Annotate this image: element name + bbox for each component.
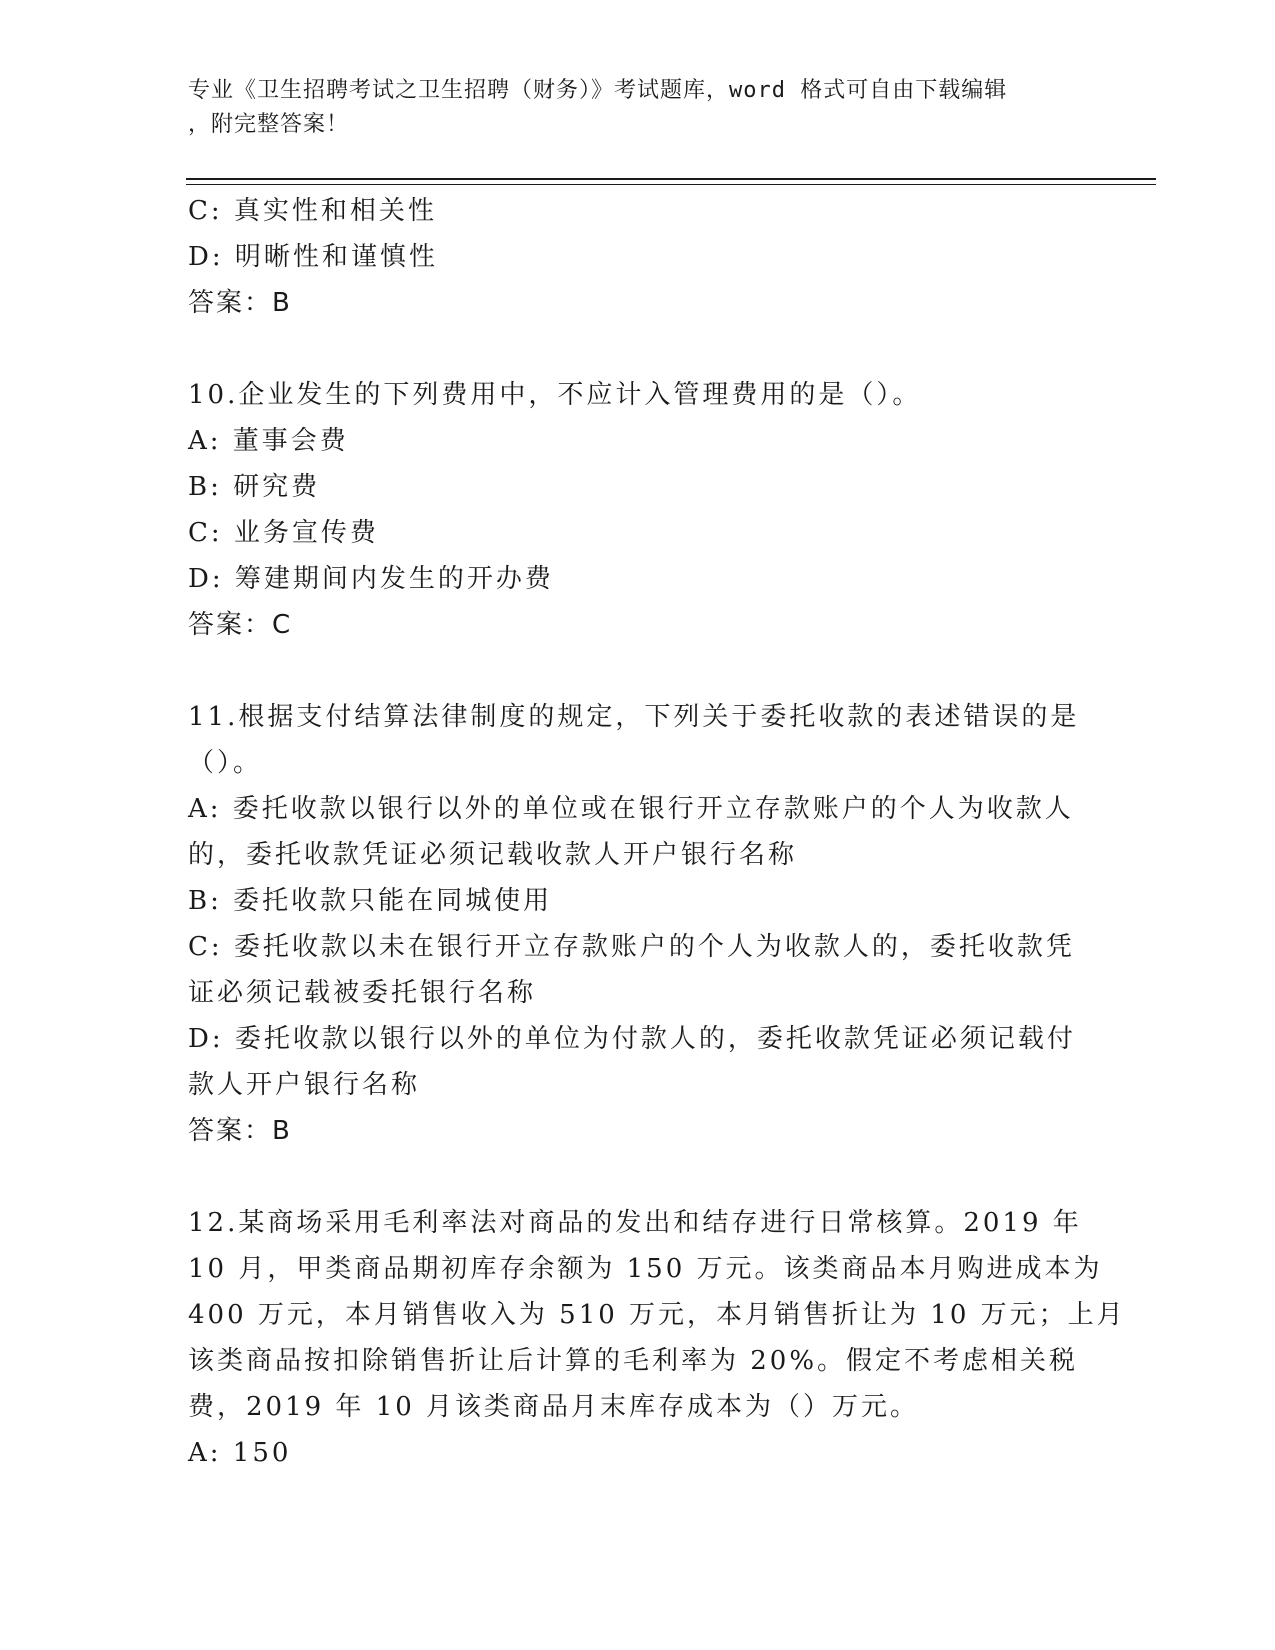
q11-option-d-line-1: D: 委托收款以银行以外的单位为付款人的，委托收款凭证必须记载付 [188, 1024, 1076, 1054]
q10-question: 10.企业发生的下列费用中，不应计入管理费用的是（）。 [188, 380, 922, 410]
q12-question-line-1: 12.某商场采用毛利率法对商品的发出和结存进行日常核算。2019 年 [188, 1208, 1082, 1238]
question-9 [188, 188, 1088, 326]
header-line-2: ，附完整答案！ [188, 112, 350, 137]
q11-option-c-line-1: C: 委托收款以未在银行开立存款账户的个人为收款人的，委托收款凭 [188, 932, 1075, 962]
spacer [188, 648, 1088, 694]
q11-question-line-2: （）。 [188, 748, 263, 778]
q11-option-a-line-2: 的，委托收款凭证必须记载收款人开户银行名称 [188, 840, 798, 870]
q12-option-a: A: 150 [188, 1438, 292, 1468]
q9-option-c: C: 真实性和相关性 [188, 196, 437, 226]
q12-question-line-4: 该类商品按扣除销售折让后计算的毛利率为 20%。假定不考虑相关税 [188, 1346, 1079, 1376]
q11-answer: 答案：B [188, 1116, 292, 1146]
document-header [188, 74, 1068, 142]
q10-option-a: A: 董事会费 [188, 426, 349, 456]
header-divider-thick [186, 178, 1156, 180]
spacer [188, 1154, 1088, 1200]
question-11 [188, 694, 1088, 1154]
q11-option-c-line-2: 证必须记载被委托银行名称 [188, 978, 537, 1008]
q10-option-d: D: 筹建期间内发生的开办费 [188, 564, 554, 594]
spacer [188, 326, 1088, 372]
q11-option-b: B: 委托收款只能在同城使用 [188, 886, 553, 916]
question-10 [188, 372, 1088, 648]
header-line-1: 专业《卫生招聘考试之卫生招聘（财务）》考试题库，word 格式可自由下载编辑 [188, 78, 1008, 103]
q11-option-a-line-1: A: 委托收款以银行以外的单位或在银行开立存款账户的个人为收款人 [188, 794, 1074, 824]
q10-answer: 答案：C [188, 610, 293, 640]
q11-question-line-1: 11.根据支付结算法律制度的规定，下列关于委托收款的表述错误的是 [188, 702, 1080, 732]
q9-answer: 答案：B [188, 288, 292, 318]
header-divider-thin [186, 184, 1156, 185]
q12-question-line-3: 400 万元，本月销售收入为 510 万元，本月销售折让为 10 万元；上月 [188, 1300, 1126, 1330]
q10-option-b: B: 研究费 [188, 472, 321, 502]
q12-question-line-2: 10 月，甲类商品期初库存余额为 150 万元。该类商品本月购进成本为 [188, 1254, 1103, 1284]
question-12 [188, 1200, 1126, 1476]
q9-option-d: D: 明晰性和谨慎性 [188, 242, 438, 272]
q12-question-line-5: 费，2019 年 10 月该类商品月末库存成本为（）万元。 [188, 1392, 920, 1422]
q11-option-d-line-2: 款人开户银行名称 [188, 1070, 421, 1100]
q10-option-c: C: 业务宣传费 [188, 518, 379, 548]
question-list [188, 188, 1126, 1476]
